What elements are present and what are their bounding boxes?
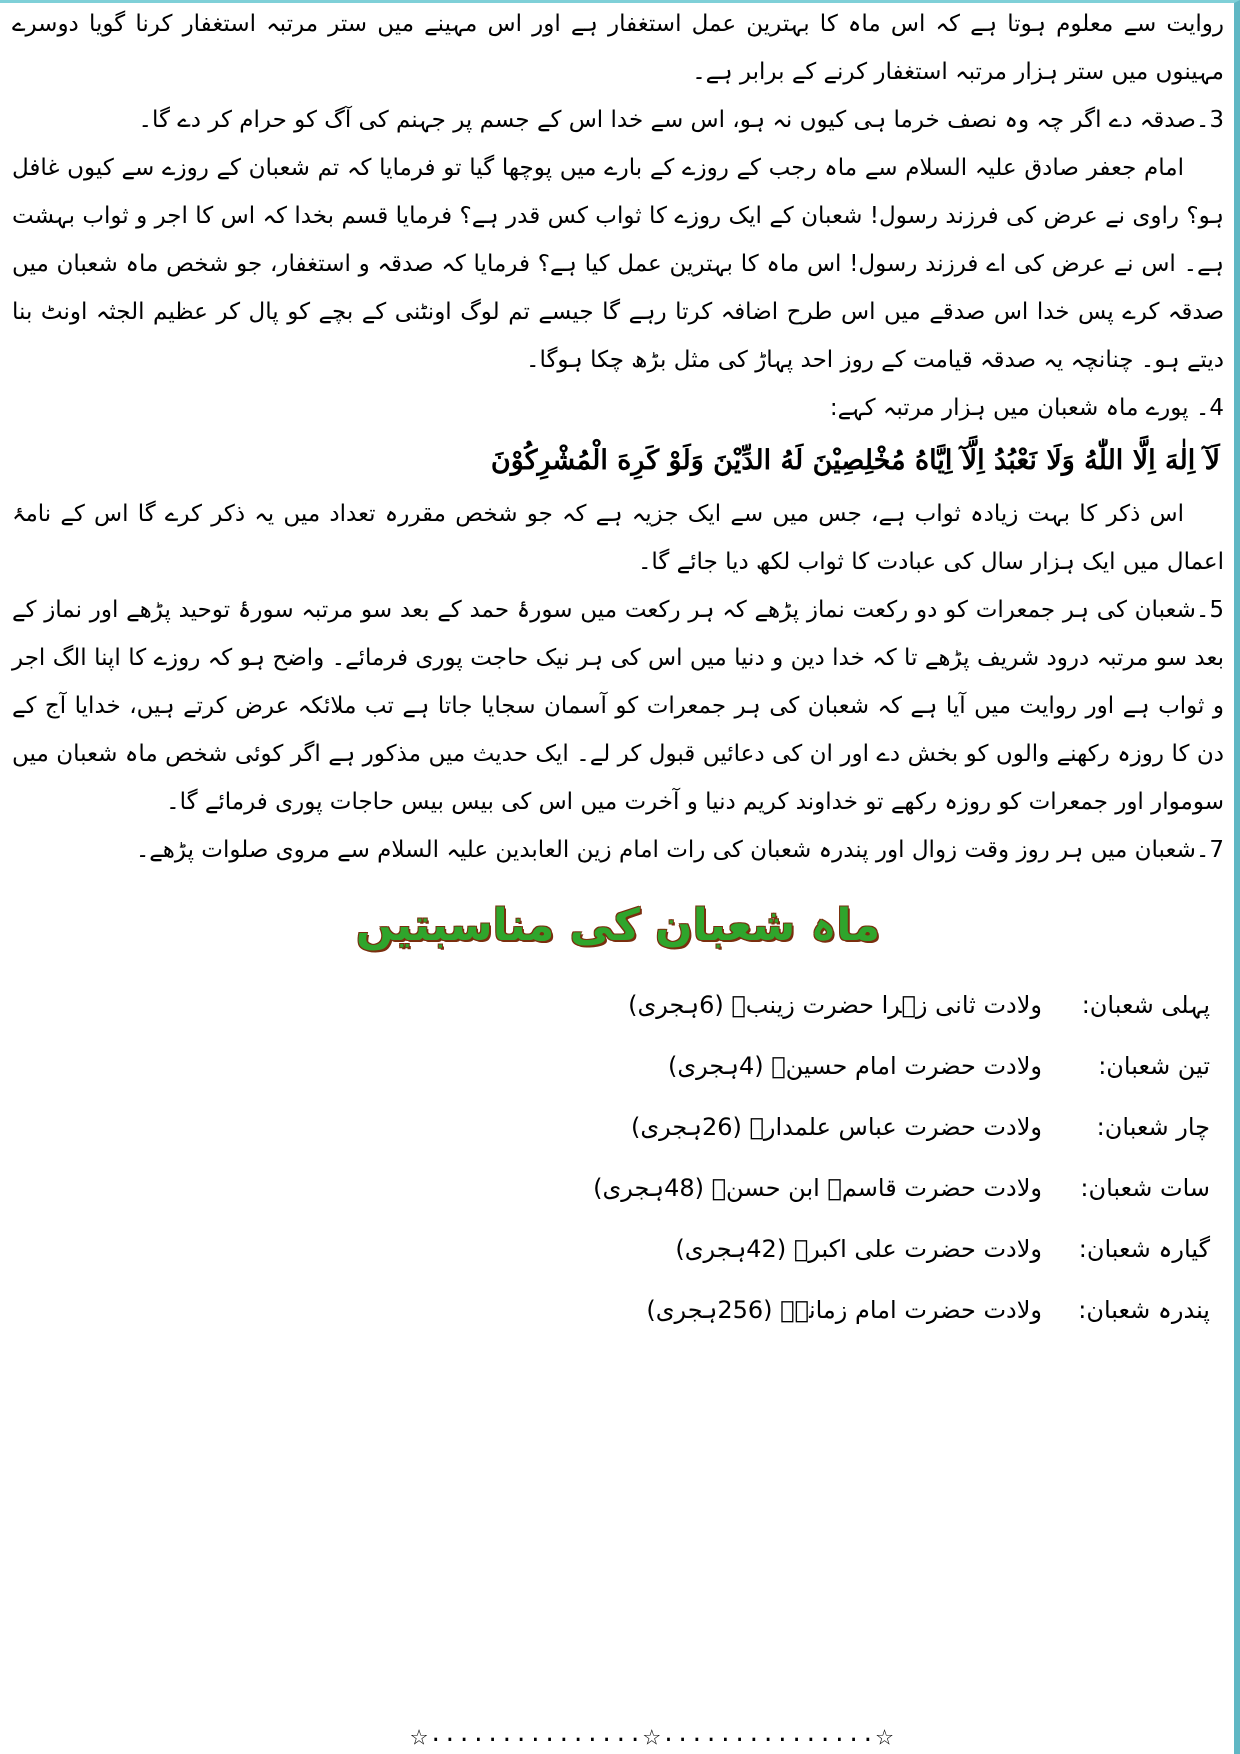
document-page: [12, 0, 1224, 1754]
event-description: ولادت حضرت امام حسینؑ (4ہجری): [667, 1051, 1042, 1080]
paragraph-item-5: 5۔شعبان کی ہر جمعرات کو دو رکعت نماز پڑھے کہ ہر رکعت میں سورۂ حمد کے بعد سو مرتبہ سورۂ توحید پڑھے اور نماز کے بعد سو مرتبہ درود شریف پڑھے تا کہ خدا دین و دنیا میں اس کی ہر نیک حاجت پوری فرمائے۔ واضح ہو کہ روزے کا اپنا الگ اجر و ثواب ہے اور روایت میں آیا ہے کہ شعبان کی ہر جمعرات کو آسمان سجایا جاتا ہے تب ملائکہ عرض کرتے ہیں، خدایا آج کے دن کا روزہ رکھنے والوں کو بخش دے اور ان کی دعائیں قبول کر لے۔ ایک حدیث میں مذکور ہے اگر کوئی شخص ماہ شعبان میں سوموار اور جمعرات کو روزہ رکھے تو خداوند کریم دنیا و آخرت میں اس کی بیس بیس حاجات پوری فرمائے گا۔: [12, 597, 1224, 815]
list-item: [12, 1096, 1224, 1157]
list-item: [12, 1157, 1224, 1218]
footer-ornament: [410, 1718, 895, 1753]
star-icon: ☆: [875, 1718, 895, 1753]
dotted-leader: ...............: [661, 1722, 876, 1747]
list-item: [12, 1279, 1224, 1340]
paragraph-item-7: 7۔شعبان میں ہر روز وقت زوال اور پندرہ شعبان کی رات امام زین العابدین علیہ السلام سے مروی صلوات پڑھے۔: [135, 837, 1224, 863]
list-item: [12, 974, 1224, 1035]
event-day: گیارہ شعبان:: [1078, 1234, 1210, 1263]
paragraph-imam-sadiq: امام جعفر صادق علیہ السلام سے ماہ رجب کے روزے کے بارے میں پوچھا گیا تو فرمایا کہ تم شعبان کے روزے سے کیوں غافل ہو؟ راوی نے عرض کی فرزند رسول! شعبان کے ایک روزے کا ثواب کس قدر ہے؟ فرمایا قسم بخدا کہ اس کا اجر و ثواب بہشت ہے۔ اس نے عرض کی اے فرزند رسول! اس ماہ کا بہترین عمل کیا ہے؟ فرمایا کہ صدقہ و استغفار، جو شخص ماہ شعبان میں صدقہ کرے پس خدا اس صدقے میں اس طرح اضافہ کرتا رہے گا جیسے تم لوگ اونٹنی کے بچے کو پال کر عظیم الجثہ اونٹ بنا دیتے ہو۔ چنانچہ یہ صدقہ قیامت کے روز احد پہاڑ کی مثل بڑھ چکا ہوگا۔: [12, 155, 1224, 373]
section-heading: ماہ شعبان کی مناسبتیں: [355, 900, 881, 951]
event-day: سات شعبان:: [1080, 1173, 1210, 1202]
dotted-leader: ...............: [429, 1722, 643, 1747]
paragraph-dhikr-reward: اس ذکر کا بہت زیادہ ثواب ہے، جس میں سے ایک جزیہ ہے کہ جو شخص مقررہ تعداد میں یہ ذکر کرے گا اس کے نامۂ اعمال میں ایک ہزار سال کی عبادت کا ثواب لکھ دیا جائے گا۔: [12, 501, 1224, 575]
list-item: [12, 1218, 1224, 1279]
event-day: تین شعبان:: [1098, 1051, 1210, 1080]
quranic-dhikr: لَآ اِلٰهَ اِلَّا اللّٰهُ وَلَا نَعْبُدُ اِلَّآ اِيَّاهُ مُخْلِصِيْنَ لَهُ الدِّيْنَ وَلَوْ كَرِهَ الْمُشْرِكُوْنَ: [490, 445, 1220, 476]
event-description: ولادت حضرت عباس علمدارؑ (26ہجری): [631, 1112, 1042, 1141]
event-day: پہلی شعبان:: [1081, 990, 1210, 1019]
star-icon: ☆: [642, 1718, 662, 1753]
event-description: ولادت حضرت امام زمانہؑ (256ہجری): [646, 1295, 1042, 1324]
paragraph-item-3: 3۔صدقہ دے اگر چہ وہ نصف خرما ہی کیوں نہ ہو، اس سے خدا اس کے جسم پر جہنم کی آگ کو حرام کر دے گا۔: [138, 107, 1224, 133]
event-description: ولادت حضرت قاسمؑ ابن حسنؑ (48ہجری): [593, 1173, 1042, 1202]
star-icon: ☆: [410, 1718, 430, 1753]
paragraph-istighfar: روایت سے معلوم ہوتا ہے کہ اس ماہ کا بہترین عمل استغفار ہے اور اس مہینے میں ستر مرتبہ استغفار کرنا گویا دوسرے مہینوں میں ستر ہزار مرتبہ استغفار کرنے کے برابر ہے۔: [12, 11, 1224, 85]
event-day: پندرہ شعبان:: [1078, 1295, 1210, 1324]
list-item: [12, 1035, 1224, 1096]
event-description: ولادت حضرت علی اکبرؑ (42ہجری): [675, 1234, 1042, 1263]
paragraph-item-4: 4۔ پورے ماہ شعبان میں ہزار مرتبہ کہے:: [829, 395, 1224, 421]
events-list: [12, 974, 1224, 1340]
event-description: ولادت ثانی زہرا حضرت زینبؑ (6ہجری): [628, 990, 1042, 1019]
event-day: چار شعبان:: [1096, 1112, 1210, 1141]
